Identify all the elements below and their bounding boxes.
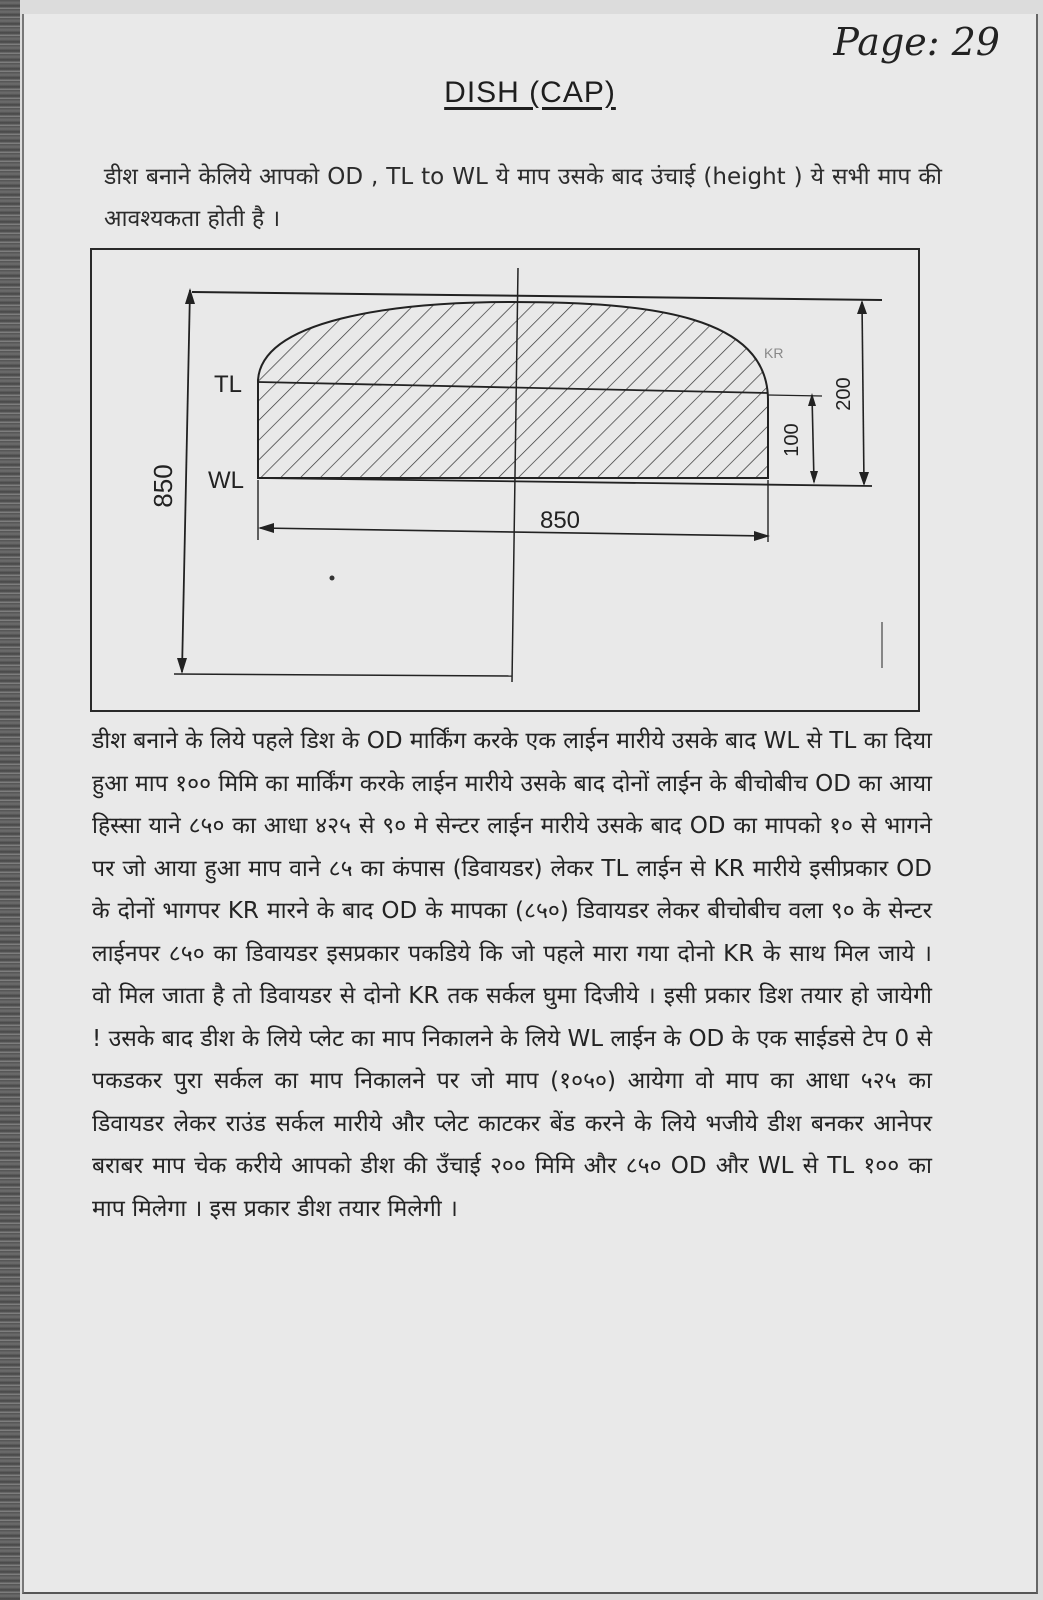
height-arrow-top <box>185 288 195 304</box>
dish-diagram <box>90 248 920 712</box>
height-arrow-bottom <box>177 658 187 674</box>
height-dimension-line <box>182 290 190 672</box>
od-dimension-label: 850 <box>539 507 581 534</box>
dish-profile <box>258 302 768 478</box>
tl-wl-arrow-bottom <box>810 471 818 484</box>
top-line <box>192 292 882 300</box>
od-arrow-left <box>258 523 274 533</box>
document-page <box>22 14 1038 1594</box>
body-paragraph: डीश बनाने के लिये पहले डिश के OD मार्किंग करके एक लाईन मारीये उसके बाद WL से TL का दिया हुआ माप १०० मिमि का मार्किंग करके लाईन मारीये उसके बाद दोनों लाईन के बीचोबीच OD का आया हिस्सा याने ८५० का आधा ४२५ से ९० मे सेन्टर लाईन मारीये उसके बाद OD का मापको १० से भागने पर जो आया हुआ माप वाने ८५ का कंपास (डिवायडर) लेकर TL लाईन से KR मारीये इसीप्रकार OD के दोनों भागपर KR मारने के बाद OD के मापका (८५०) डिवायडर लेकर बीचोबीच वला ९० के सेन्टर लाईनपर ८५० का डिवायडर इसप्रकार पकडिये कि जो पहले मारा गया दोनो KR के साथ मिल जाये । वो मिल जाता है तो डिवायडर से दोनो KR तक सर्कल घुमा दिजीये । इसी प्रकार डिश तयार हो जायेगी ! उसके बाद डीश के लिये प्लेट का माप निकालने के लिये WL लाईन के OD के एक साईडसे टेप 0 से पकडकर पुरा सर्कल का माप निकालने पर जो माप (१०५०) आयेगा वो माप का आधा ५२५ का डिवायडर लेकर राउंड सर्कल मारीये और प्लेट काटकर बेंड करने के लिये भजीये डीश बनकर आनेपर बराबर माप चेक करीये आपको डीश की उँचाई २०० मिमि और ८५० OD और WL से TL १०० का माप मिलेगा । इस प्रकार डीश तयार मिलेगी । <box>92 728 932 1222</box>
tl-label: TL <box>214 371 243 398</box>
wl-label: WL <box>208 467 244 494</box>
total-height-dimension-line <box>862 302 864 484</box>
wl-line <box>258 478 872 486</box>
dish-diagram-svg <box>92 250 918 710</box>
bottom-tick <box>174 674 512 676</box>
tl-ext-right <box>768 395 822 396</box>
binding-edge <box>0 0 20 1600</box>
page-number: Page: 29 <box>833 20 1000 64</box>
total-height-dimension-label: 200 <box>833 377 855 411</box>
total-height-arrow-bottom <box>859 472 869 486</box>
intro-paragraph: डीश बनाने केलिये आपको OD , TL to WL ये माप उसके बाद उंचाई (height ) ये सभी माप की आवश्यकता होती है । <box>104 164 942 232</box>
total-height-arrow-top <box>857 300 867 314</box>
height-dimension-label: 850 <box>148 464 178 508</box>
page-title: DISH (CAP) <box>444 76 616 109</box>
tl-wl-dimension-line <box>812 395 814 482</box>
tl-wl-dimension-label: 100 <box>781 423 803 457</box>
tl-wl-arrow-top <box>808 393 816 406</box>
stray-dot <box>330 576 335 581</box>
kr-label: KR <box>764 345 784 361</box>
